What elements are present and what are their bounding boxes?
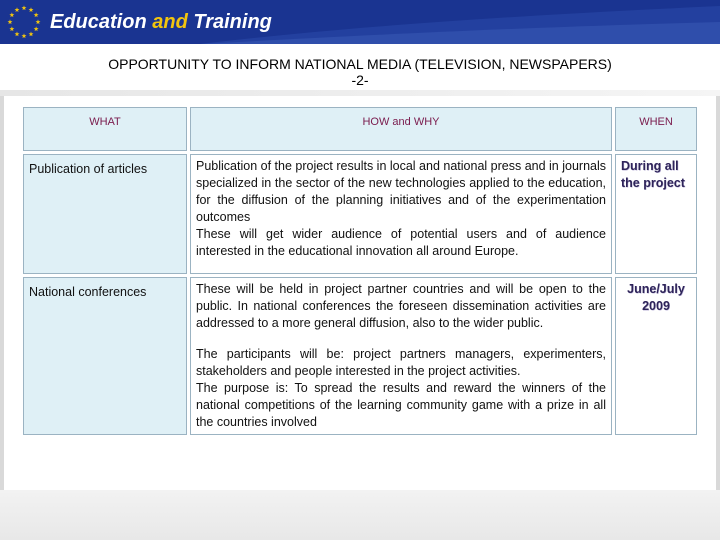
footer-band xyxy=(0,490,720,540)
row1-what: Publication of articles xyxy=(23,154,187,274)
row2-how-paragraph: These will be held in project partner countries and will be open to the public. In national conferences the foreseen dissemination activities are addressed to a more general diffusion, also to the wider public. xyxy=(196,282,606,330)
header-how-why: HOW and WHY xyxy=(190,107,612,151)
divider-strip xyxy=(0,90,720,96)
heading-page-number: -2- xyxy=(351,72,369,88)
emblem-star xyxy=(9,26,14,31)
row2-how-why xyxy=(190,277,612,435)
table-row xyxy=(23,154,697,274)
emblem-star xyxy=(8,19,13,24)
row2-how-paragraph: The participants will be: project partners managers, experimenters, stakeholders and people interested in the project activities. xyxy=(196,347,606,378)
row2-when: June/July 2009 xyxy=(615,277,697,435)
row2-how-paragraph: The purpose is: To spread the results and reward the winners of the national competitions of the learning community game with a prize in all the countries involved xyxy=(196,381,606,429)
heading-title: OPPORTUNITY TO INFORM NATIONAL MEDIA (TELEVISION, NEWSPAPERS) xyxy=(108,56,612,72)
emblem-star xyxy=(22,5,27,10)
banner-title-part2: Training xyxy=(193,11,272,33)
row1-how-paragraph: These will get wider audience of potential users and of audience interested in the educational innovation all around Europe. xyxy=(196,227,606,258)
page-heading xyxy=(0,44,720,92)
swoosh-decoration xyxy=(200,0,720,44)
banner-title-part1: Education xyxy=(50,11,147,33)
emblem-star xyxy=(36,19,41,24)
emblem-star xyxy=(15,32,20,37)
header-when: WHEN xyxy=(615,107,697,151)
left-border xyxy=(0,96,4,490)
table-header-row xyxy=(23,107,697,151)
top-banner xyxy=(0,0,720,44)
eu-stars-emblem-icon xyxy=(4,2,44,42)
emblem-star xyxy=(15,7,20,12)
emblem-star xyxy=(9,12,14,17)
emblem-star xyxy=(29,32,34,37)
header-what: WHAT xyxy=(23,107,187,151)
emblem-star xyxy=(34,12,39,17)
emblem-star xyxy=(22,33,27,38)
right-border xyxy=(716,96,720,490)
emblem-star xyxy=(29,7,34,12)
row1-how-why xyxy=(190,154,612,274)
emblem-star xyxy=(34,26,39,31)
row2-what: National conferences xyxy=(23,277,187,435)
banner-title-and: and xyxy=(152,11,188,33)
row1-when: During all the project xyxy=(615,154,697,274)
table-row xyxy=(23,277,697,435)
row1-how-paragraph: Publication of the project results in local and national press and in journals specialized in the sector of the new technologies applied to the education, for the diffusion of the planning initiatives and of the experimentation outcomes xyxy=(196,159,606,224)
dissemination-table xyxy=(20,104,700,438)
